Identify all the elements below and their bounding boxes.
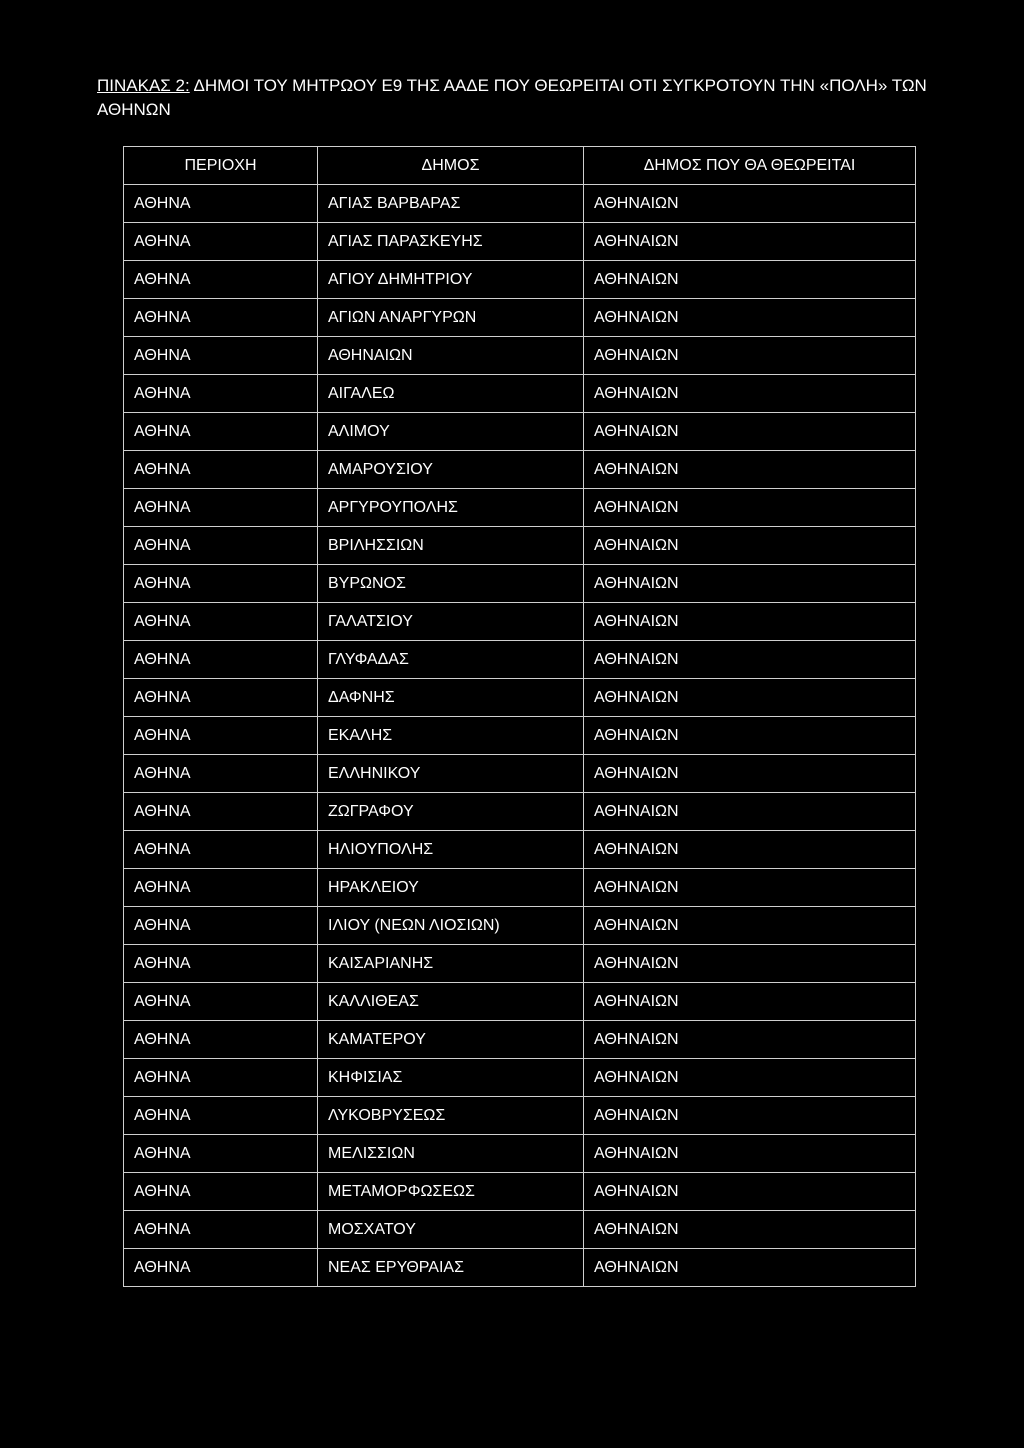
- table-row: [124, 983, 916, 1021]
- cell-municipality: ΕΛΛΗΝΙΚΟΥ: [318, 755, 584, 793]
- table-row: [124, 451, 916, 489]
- cell-municipality: ΑΓΙΟΥ ΔΗΜΗΤΡΙΟΥ: [318, 261, 584, 299]
- table-row: [124, 679, 916, 717]
- table-row: [124, 793, 916, 831]
- table-row: [124, 1135, 916, 1173]
- table-row: [124, 603, 916, 641]
- cell-municipality: ΒΡΙΛΗΣΣΙΩΝ: [318, 527, 584, 565]
- cell-municipality: ΙΛΙΟΥ (ΝΕΩΝ ΛΙΟΣΙΩΝ): [318, 907, 584, 945]
- cell-municipality: ΑΓΙΑΣ ΠΑΡΑΣΚΕΥΗΣ: [318, 223, 584, 261]
- cell-area: ΑΘΗΝΑ: [124, 337, 318, 375]
- cell-considered-municipality: ΑΘΗΝΑΙΩΝ: [584, 299, 916, 337]
- cell-municipality: ΑΓΙΩΝ ΑΝΑΡΓΥΡΩΝ: [318, 299, 584, 337]
- table-row: [124, 1249, 916, 1287]
- cell-area: ΑΘΗΝΑ: [124, 679, 318, 717]
- cell-municipality: ΕΚΑΛΗΣ: [318, 717, 584, 755]
- cell-considered-municipality: ΑΘΗΝΑΙΩΝ: [584, 1211, 916, 1249]
- cell-area: ΑΘΗΝΑ: [124, 983, 318, 1021]
- table-row: [124, 565, 916, 603]
- cell-municipality: ΓΛΥΦΑΔΑΣ: [318, 641, 584, 679]
- cell-considered-municipality: ΑΘΗΝΑΙΩΝ: [584, 1173, 916, 1211]
- table-row: [124, 185, 916, 223]
- cell-considered-municipality: ΑΘΗΝΑΙΩΝ: [584, 717, 916, 755]
- cell-municipality: ΗΛΙΟΥΠΟΛΗΣ: [318, 831, 584, 869]
- cell-area: ΑΘΗΝΑ: [124, 869, 318, 907]
- cell-area: ΑΘΗΝΑ: [124, 1097, 318, 1135]
- cell-considered-municipality: ΑΘΗΝΑΙΩΝ: [584, 185, 916, 223]
- cell-considered-municipality: ΑΘΗΝΑΙΩΝ: [584, 983, 916, 1021]
- cell-area: ΑΘΗΝΑ: [124, 1173, 318, 1211]
- cell-considered-municipality: ΑΘΗΝΑΙΩΝ: [584, 869, 916, 907]
- table-row: [124, 755, 916, 793]
- column-header-considered-municipality: ΔΗΜΟΣ ΠΟΥ ΘΑ ΘΕΩΡΕΙΤΑΙ: [584, 147, 916, 185]
- table-header-row: [124, 147, 916, 185]
- cell-area: ΑΘΗΝΑ: [124, 1135, 318, 1173]
- cell-municipality: ΑΛΙΜΟΥ: [318, 413, 584, 451]
- cell-considered-municipality: ΑΘΗΝΑΙΩΝ: [584, 907, 916, 945]
- cell-considered-municipality: ΑΘΗΝΑΙΩΝ: [584, 375, 916, 413]
- cell-area: ΑΘΗΝΑ: [124, 413, 318, 451]
- cell-area: ΑΘΗΝΑ: [124, 299, 318, 337]
- table-row: [124, 1021, 916, 1059]
- cell-municipality: ΚΑΛΛΙΘΕΑΣ: [318, 983, 584, 1021]
- cell-municipality: ΚΑΙΣΑΡΙΑΝΗΣ: [318, 945, 584, 983]
- cell-municipality: ΖΩΓΡΑΦΟΥ: [318, 793, 584, 831]
- cell-area: ΑΘΗΝΑ: [124, 831, 318, 869]
- table-row: [124, 1173, 916, 1211]
- table-row: [124, 869, 916, 907]
- table-row: [124, 337, 916, 375]
- table-row: [124, 1059, 916, 1097]
- cell-area: ΑΘΗΝΑ: [124, 527, 318, 565]
- table-row: [124, 299, 916, 337]
- cell-considered-municipality: ΑΘΗΝΑΙΩΝ: [584, 527, 916, 565]
- cell-considered-municipality: ΑΘΗΝΑΙΩΝ: [584, 641, 916, 679]
- cell-area: ΑΘΗΝΑ: [124, 755, 318, 793]
- cell-area: ΑΘΗΝΑ: [124, 603, 318, 641]
- cell-area: ΑΘΗΝΑ: [124, 1211, 318, 1249]
- cell-area: ΑΘΗΝΑ: [124, 907, 318, 945]
- cell-considered-municipality: ΑΘΗΝΑΙΩΝ: [584, 945, 916, 983]
- cell-considered-municipality: ΑΘΗΝΑΙΩΝ: [584, 223, 916, 261]
- cell-considered-municipality: ΑΘΗΝΑΙΩΝ: [584, 679, 916, 717]
- cell-municipality: ΛΥΚΟΒΡΥΣΕΩΣ: [318, 1097, 584, 1135]
- table-row: [124, 1211, 916, 1249]
- cell-area: ΑΘΗΝΑ: [124, 1021, 318, 1059]
- table-title-text: ΔΗΜΟΙ ΤΟΥ ΜΗΤΡΩΟΥ Ε9 ΤΗΣ ΑΑΔΕ ΠΟΥ ΘΕΩΡΕΙΤΑΙ ΟΤΙ ΣΥΓΚΡΟΤΟΥΝ ΤΗΝ «ΠΟΛΗ» ΤΩΝ ΑΘΗΝΩΝ: [97, 76, 927, 119]
- cell-area: ΑΘΗΝΑ: [124, 261, 318, 299]
- table-row: [124, 489, 916, 527]
- cell-area: ΑΘΗΝΑ: [124, 565, 318, 603]
- cell-considered-municipality: ΑΘΗΝΑΙΩΝ: [584, 793, 916, 831]
- cell-municipality: ΑΜΑΡΟΥΣΙΟΥ: [318, 451, 584, 489]
- cell-considered-municipality: ΑΘΗΝΑΙΩΝ: [584, 451, 916, 489]
- cell-municipality: ΓΑΛΑΤΣΙΟΥ: [318, 603, 584, 641]
- cell-area: ΑΘΗΝΑ: [124, 185, 318, 223]
- cell-considered-municipality: ΑΘΗΝΑΙΩΝ: [584, 1021, 916, 1059]
- cell-area: ΑΘΗΝΑ: [124, 375, 318, 413]
- cell-area: ΑΘΗΝΑ: [124, 489, 318, 527]
- cell-area: ΑΘΗΝΑ: [124, 1249, 318, 1287]
- municipalities-table: [123, 146, 916, 1287]
- cell-area: ΑΘΗΝΑ: [124, 717, 318, 755]
- column-header-area: ΠΕΡΙΟΧΗ: [124, 147, 318, 185]
- cell-considered-municipality: ΑΘΗΝΑΙΩΝ: [584, 489, 916, 527]
- table-row: [124, 413, 916, 451]
- cell-considered-municipality: ΑΘΗΝΑΙΩΝ: [584, 1097, 916, 1135]
- cell-considered-municipality: ΑΘΗΝΑΙΩΝ: [584, 565, 916, 603]
- cell-municipality: ΜΕΛΙΣΣΙΩΝ: [318, 1135, 584, 1173]
- cell-municipality: ΒΥΡΩΝΟΣ: [318, 565, 584, 603]
- cell-area: ΑΘΗΝΑ: [124, 641, 318, 679]
- cell-area: ΑΘΗΝΑ: [124, 223, 318, 261]
- cell-municipality: ΚΗΦΙΣΙΑΣ: [318, 1059, 584, 1097]
- table-row: [124, 375, 916, 413]
- cell-considered-municipality: ΑΘΗΝΑΙΩΝ: [584, 831, 916, 869]
- cell-considered-municipality: ΑΘΗΝΑΙΩΝ: [584, 755, 916, 793]
- cell-municipality: ΑΡΓΥΡΟΥΠΟΛΗΣ: [318, 489, 584, 527]
- column-header-municipality: ΔΗΜΟΣ: [318, 147, 584, 185]
- cell-municipality: ΝΕΑΣ ΕΡΥΘΡΑΙΑΣ: [318, 1249, 584, 1287]
- cell-considered-municipality: ΑΘΗΝΑΙΩΝ: [584, 1135, 916, 1173]
- cell-area: ΑΘΗΝΑ: [124, 451, 318, 489]
- cell-municipality: ΗΡΑΚΛΕΙΟΥ: [318, 869, 584, 907]
- cell-considered-municipality: ΑΘΗΝΑΙΩΝ: [584, 1249, 916, 1287]
- table-row: [124, 945, 916, 983]
- cell-municipality: ΑΓΙΑΣ ΒΑΡΒΑΡΑΣ: [318, 185, 584, 223]
- page-title: [97, 74, 957, 122]
- cell-municipality: ΜΕΤΑΜΟΡΦΩΣΕΩΣ: [318, 1173, 584, 1211]
- table-row: [124, 907, 916, 945]
- cell-municipality: ΑΘΗΝΑΙΩΝ: [318, 337, 584, 375]
- table-row: [124, 1097, 916, 1135]
- cell-considered-municipality: ΑΘΗΝΑΙΩΝ: [584, 413, 916, 451]
- table-row: [124, 641, 916, 679]
- table-row: [124, 831, 916, 869]
- cell-considered-municipality: ΑΘΗΝΑΙΩΝ: [584, 603, 916, 641]
- cell-considered-municipality: ΑΘΗΝΑΙΩΝ: [584, 337, 916, 375]
- table-number-label: ΠΙΝΑΚΑΣ 2:: [97, 76, 190, 95]
- cell-considered-municipality: ΑΘΗΝΑΙΩΝ: [584, 261, 916, 299]
- cell-municipality: ΚΑΜΑΤΕΡΟΥ: [318, 1021, 584, 1059]
- cell-area: ΑΘΗΝΑ: [124, 945, 318, 983]
- table-row: [124, 527, 916, 565]
- cell-municipality: ΜΟΣΧΑΤΟΥ: [318, 1211, 584, 1249]
- cell-considered-municipality: ΑΘΗΝΑΙΩΝ: [584, 1059, 916, 1097]
- table-row: [124, 717, 916, 755]
- table-row: [124, 261, 916, 299]
- cell-area: ΑΘΗΝΑ: [124, 793, 318, 831]
- cell-area: ΑΘΗΝΑ: [124, 1059, 318, 1097]
- cell-municipality: ΔΑΦΝΗΣ: [318, 679, 584, 717]
- cell-municipality: ΑΙΓΑΛΕΩ: [318, 375, 584, 413]
- table-row: [124, 223, 916, 261]
